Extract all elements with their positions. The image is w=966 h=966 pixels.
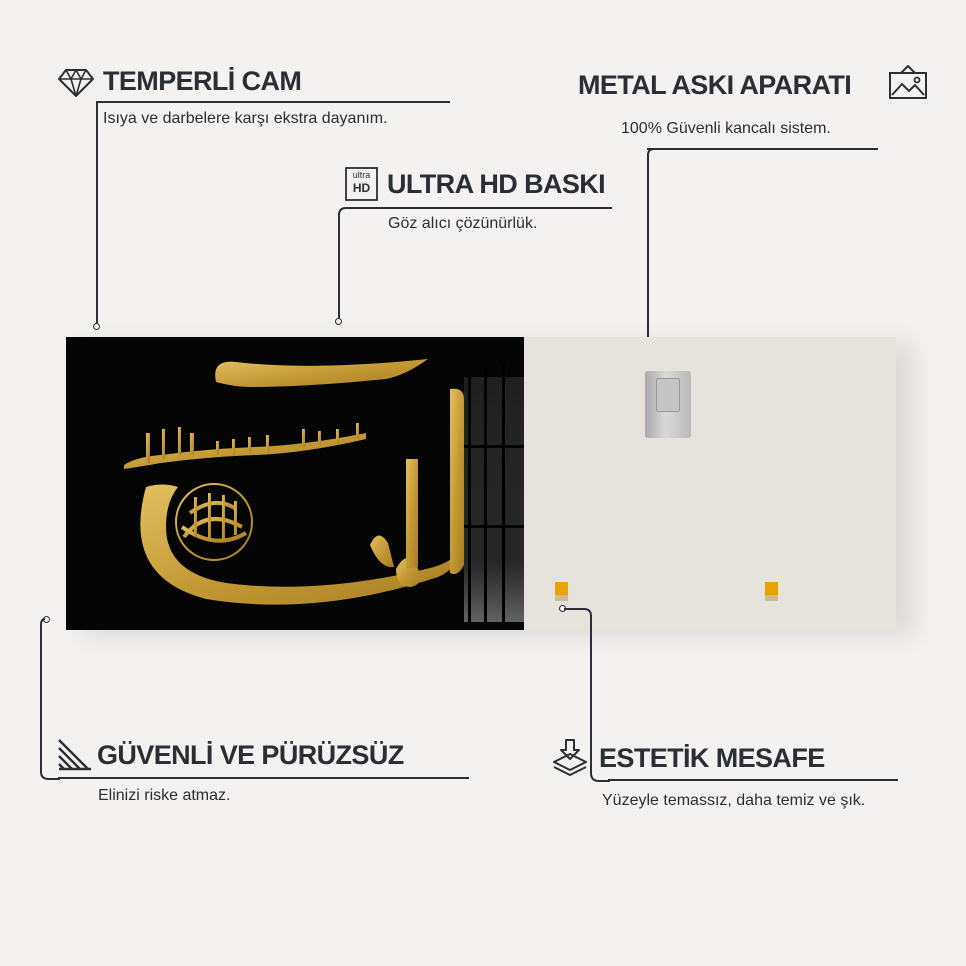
glass-artwork [66,337,524,630]
divider-line [608,779,898,781]
spacer-base-right [765,595,778,601]
spacer-base-left [555,595,568,601]
divider-line [350,207,612,209]
feature-title-aesthetic-distance: ESTETİK MESAFE [599,743,825,773]
diamond-icon [57,68,95,98]
leader-line [647,164,649,363]
leader-line [96,101,98,323]
leader-dot [335,318,342,325]
ultra-hd-badge-bottom: HD [352,181,371,195]
landscape-image-icon [888,64,928,100]
leader-line [338,224,340,319]
diagonal-lines-icon [57,736,93,772]
feature-title-ultra-hd: ULTRA HD BASKI [387,169,606,199]
calligraphy-artwork [66,337,524,630]
metal-hanger-slot [656,378,680,412]
leader-line [590,625,592,767]
ultra-hd-icon [345,167,378,201]
divider-line [655,148,878,150]
spacer-pad-right [765,582,778,595]
feature-title-safe-smooth: GÜVENLİ VE PÜRÜZSÜZ [97,740,404,770]
feature-subtitle-ultra-hd: Göz alıcı çözünürlük. [388,215,538,232]
leader-line [564,606,594,626]
layers-arrow-icon [551,738,589,776]
leader-line [40,628,42,766]
divider-line [58,777,469,779]
leader-line [640,146,660,166]
feature-subtitle-tempered-glass: Isıya ve darbelere karşı ekstra dayanım. [103,110,388,127]
window-reflection [464,363,524,622]
divider-line [97,101,450,103]
feature-subtitle-metal-hanger: 100% Güvenli kancalı sistem. [621,120,831,137]
spacer-pad-left [555,582,568,595]
leader-dot [93,323,100,330]
feature-title-metal-hanger: METAL ASKI APARATI [578,70,852,100]
leader-line [334,205,354,225]
feature-subtitle-aesthetic-distance: Yüzeyle temassız, daha temiz ve şık. [602,792,866,809]
feature-title-tempered-glass: TEMPERLİ CAM [103,66,302,96]
feature-subtitle-safe-smooth: Elinizi riske atmaz. [98,787,231,804]
ultra-hd-badge-top: ultra [352,170,371,180]
